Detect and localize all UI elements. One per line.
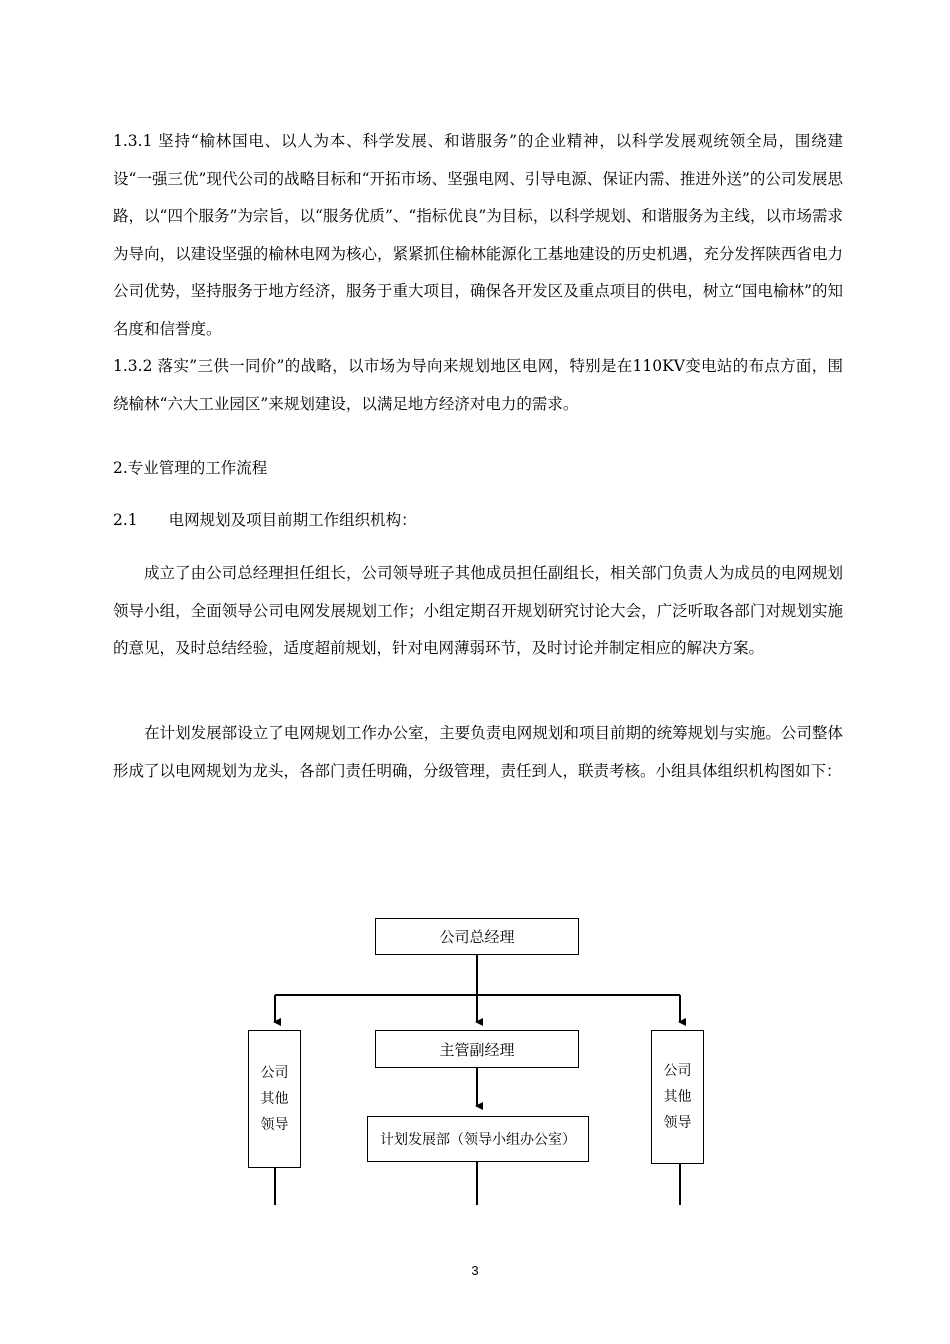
planning-dept-box bbox=[367, 1116, 589, 1162]
body-paragraph-2: 在计划发展部设立了电网规划工作办公室，主要负责电网规划和项目前期的统筹规划与实施。公司整体形成了以电网规划为龙头，各部门责任明确，分级管理，责任到人，联责考核。小组具体组织机构图如下： bbox=[113, 724, 843, 780]
section-2-1-heading: 2.1 电网规划及项目前期工作组织机构： bbox=[113, 511, 417, 529]
general-manager-label: 公司总经理 bbox=[439, 928, 515, 946]
planning-dept-label: 计划发展部（领导小组办公室） bbox=[380, 1132, 576, 1148]
deputy-manager-label: 主管副经理 bbox=[439, 1040, 515, 1059]
left-leaders-box bbox=[248, 1030, 301, 1168]
body-paragraph-1: 成立了由公司总经理担任组长，公司领导班子其他成员担任副组长，相关部门负责人为成员的电网规划领导小组，全面领导公司电网发展规划工作；小组定期召开规划研究讨论大会，广泛听取各部门对规划实施的意见，及时总结经验，适度超前规划，针对电网薄弱环节，及时讨论并制定相应的解决方案。 bbox=[113, 564, 843, 657]
paragraph-1-3-2: 1.3.2 落实”三供一同价”的战略，以市场为导向来规划地区电网，特别是在110KV变电站的布点方面，围绕榆林“六大工业园区”来规划建设，以满足地方经济对电力的需求。 bbox=[113, 357, 843, 413]
right-leaders-line-3: 领导 bbox=[663, 1115, 692, 1131]
paragraph-1-3-1: 1.3.1 坚持“榆林国电、以人为本、科学发展、和谐服务”的企业精神，以科学发展观统领全局，围绕建设“一强三优”现代公司的战略目标和“开拓市场、坚强电网、引导电源、保证内需、推进外送”的公司发展思路，以“四个服务”为宗旨，以“服务优质”、“指标优良”为目标，以科学规划、和谐服务为主线，以市场需求为导向，以建设坚强的榆林电网为核心，紧紧抓住榆林能源化工基地建设的历史机遇，充分发挥陕西省电力公司优势，坚持服务于地方经济，服务于重大项目，确保各开发区及重点项目的供电，树立“国电榆林”的知名度和信誉度。 bbox=[113, 132, 843, 338]
left-leaders-line-2: 其他 bbox=[260, 1091, 289, 1107]
deputy-manager-box bbox=[375, 1030, 579, 1068]
right-leaders-line-2: 其他 bbox=[663, 1089, 692, 1105]
right-leaders-line-1: 公司 bbox=[663, 1063, 692, 1079]
page-number: 3 bbox=[471, 1263, 479, 1278]
left-leaders-line-3: 领导 bbox=[260, 1117, 289, 1133]
left-leaders-line-1: 公司 bbox=[260, 1065, 289, 1081]
right-leaders-box bbox=[651, 1030, 704, 1164]
general-manager-box bbox=[375, 918, 579, 955]
section-2-heading: 2.专业管理的工作流程 bbox=[113, 459, 268, 477]
